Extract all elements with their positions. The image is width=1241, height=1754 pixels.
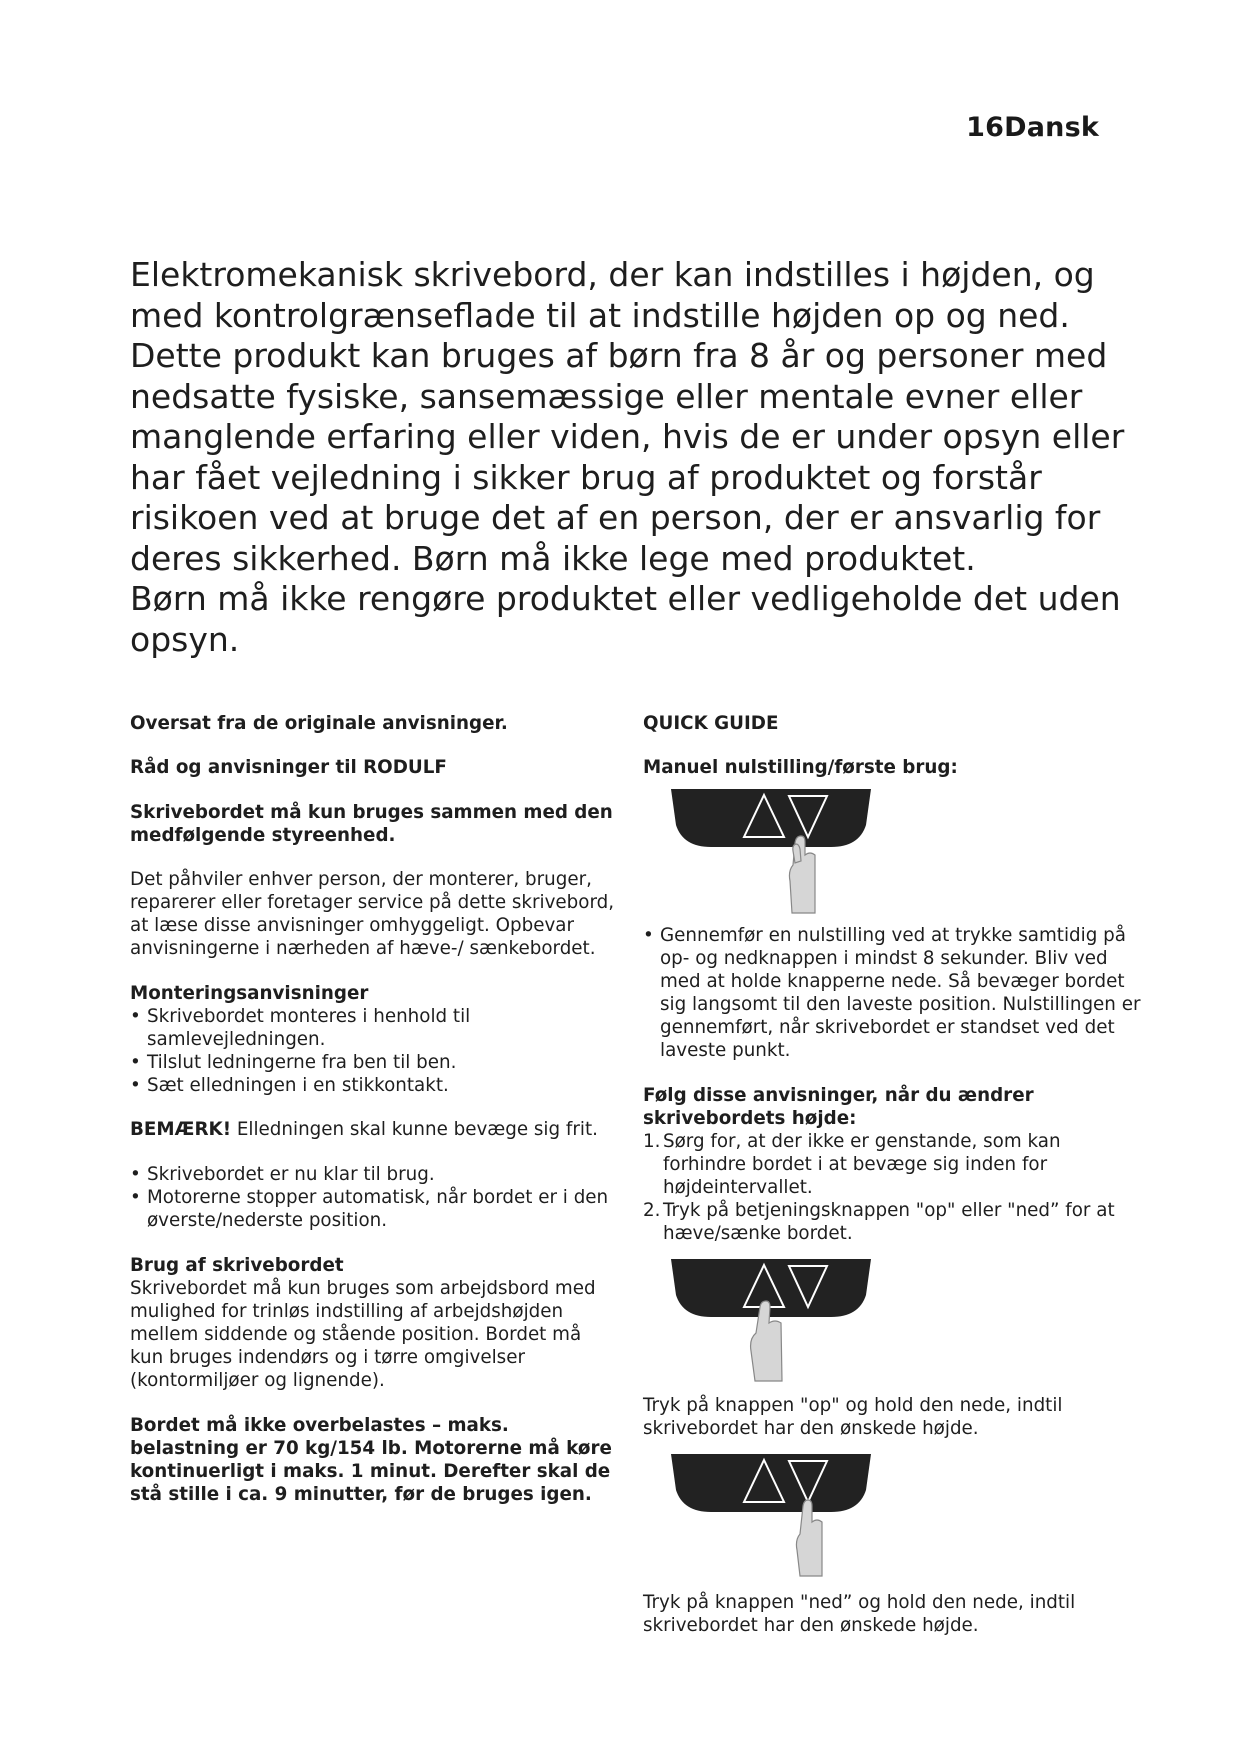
steps-list bbox=[643, 1130, 1143, 1245]
responsibility-text: Det påhviler enhver person, der monterer, bruger, reparerer eller foretager service på dette skrivebord, at læse disse anvisninger omhyggeligt. Opbevar anvisningerne i nærheden af hæve-/ sænkebordet. bbox=[130, 869, 615, 959]
change-title: Følg disse anvisninger, når du ændrer skrivebordets højde: bbox=[643, 1085, 1034, 1129]
note-text: Elledningen skal kunne bevæge sig frit. bbox=[231, 1119, 598, 1140]
list-item: 1. Sørg for, at der ikke er genstande, som kan forhindre bordet i at bevæge sig inden for højdeintervallet. bbox=[643, 1131, 1061, 1198]
list-item: • Sæt elledningen i en stikkontakt. bbox=[130, 1074, 620, 1097]
page-label: 16Dansk bbox=[966, 112, 1099, 143]
up-caption: Tryk på knappen "op" og hold den nede, indtil skrivebordet har den ønskede højde. bbox=[643, 1395, 1063, 1439]
reset-title: Manuel nulstilling/første brug: bbox=[643, 757, 958, 778]
intro-paragraph-1: Elektromekanisk skrivebord, der kan indstilles i højden, og med kontrolgrænseflade til at indstille højden op og ned. Dette produkt kan bruges af børn fra 8 år og personer med nedsatte fysiske, sansemæssige eller mentale evner eller manglende erfaring eller viden, hvis de er under opsyn eller har fået vejledning i sikker brug af produktet og forstår risikoen ved at bruge det af en person, der er ansvarlig for deres sikkerhed. Børn må ikke lege med produktet. bbox=[130, 255, 1125, 578]
left-column bbox=[130, 712, 620, 1506]
translated-note: Oversat fra de originale anvisninger. bbox=[130, 713, 508, 734]
assembly-list bbox=[130, 1005, 620, 1097]
load-warning: Bordet må ikke overbelastes – maks. belastning er 70 kg/154 lb. Motorerne må køre kontinuerligt i maks. 1 minut. Derefter skal de stå stille i ca. 9 minutter, før de bruges igen. bbox=[130, 1415, 612, 1505]
control-panel-icon bbox=[671, 1454, 871, 1579]
list-item: • Motorerne stopper automatisk, når bordet er i den øverste/nederste position. bbox=[130, 1186, 620, 1232]
quick-guide-title: QUICK GUIDE bbox=[643, 713, 779, 734]
control-unit-warning: Skrivebordet må kun bruges sammen med den medfølgende styreenhed. bbox=[130, 802, 613, 846]
list-item: 2. Tryk på betjeningsknappen "op" eller "ned” for at hæve/sænke bordet. bbox=[643, 1200, 1115, 1244]
list-item: • Gennemfør en nulstilling ved at trykke samtidig på op- og nedknappen i mindst 8 sekunder. Bliv ved med at holde knapperne nede. Så bevæger bordet sig langsomt til den laveste position. Nulstillingen er gennemført, når skrivebordet er standset ved det laveste punkt. bbox=[643, 924, 1143, 1062]
down-caption: Tryk på knappen "ned” og hold den nede, indtil skrivebordet har den ønskede højde. bbox=[643, 1592, 1076, 1636]
control-panel-icon bbox=[671, 1259, 871, 1384]
use-title: Brug af skrivebordet bbox=[130, 1255, 344, 1276]
intro-paragraph-2: Børn må ikke rengøre produktet eller vedligeholde det uden opsyn. bbox=[130, 579, 1121, 659]
ready-list bbox=[130, 1163, 620, 1232]
control-panel-icon bbox=[671, 789, 871, 914]
advice-title: Råd og anvisninger til RODULF bbox=[130, 757, 447, 778]
reset-list bbox=[643, 924, 1143, 1062]
assembly-title: Monteringsanvisninger bbox=[130, 983, 369, 1004]
hand-icon bbox=[789, 836, 815, 913]
right-column bbox=[643, 712, 1143, 1637]
use-text: Skrivebordet må kun bruges som arbejdsbord med mulighed for trinløs indstilling af arbejdshøjden mellem siddende og stående position. Bordet må kun bruges indendørs og i tørre omgivelser (kontormiljøer og lignende). bbox=[130, 1278, 596, 1391]
note bbox=[130, 1118, 620, 1141]
list-item: • Skrivebordet er nu klar til brug. bbox=[130, 1163, 620, 1186]
list-item: • Skrivebordet monteres i henhold til samlevejledningen. bbox=[130, 1005, 620, 1051]
intro-text bbox=[130, 255, 1130, 660]
list-item: • Tilslut ledningerne fra ben til ben. bbox=[130, 1051, 620, 1074]
note-label: BEMÆRK! bbox=[130, 1119, 232, 1140]
